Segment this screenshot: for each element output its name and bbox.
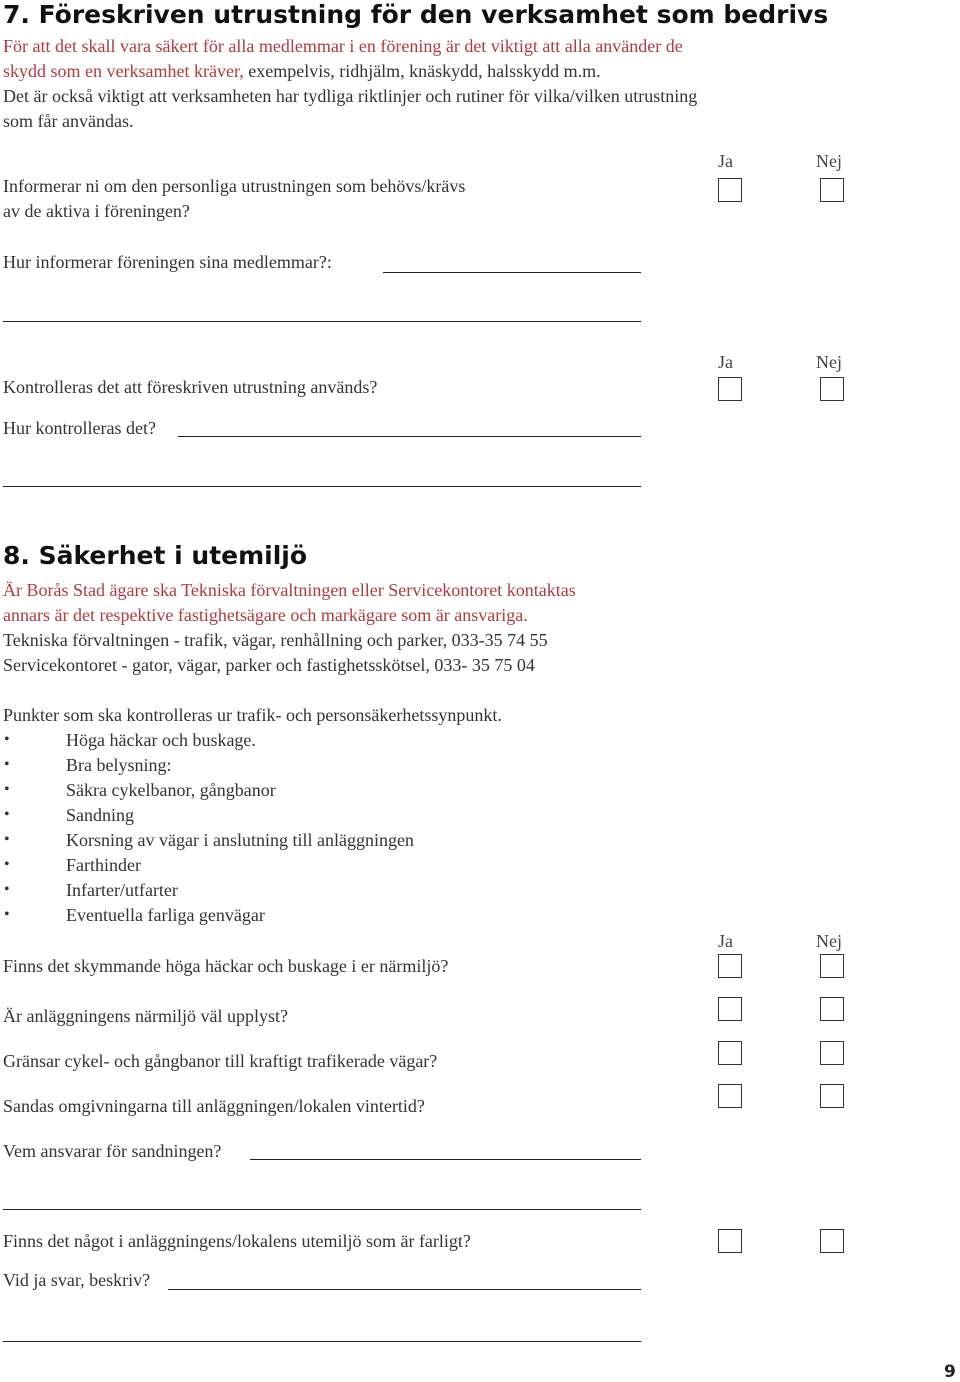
section-8-heading: 8. Säkerhet i utemiljö: [3, 541, 308, 570]
bullet-item: Bra belysning:: [66, 755, 172, 775]
checkbox-inform-equipment-no[interactable]: [820, 178, 844, 202]
bullet-marker: •: [4, 906, 10, 923]
section-7-intro-line-2: [3, 61, 601, 82]
bullet-item: Höga häckar och buskage.: [66, 730, 256, 750]
section-7-intro-line-3: Det är också viktigt att verksamheten har tydliga riktlinjer och rutiner för vilka/vilken utrustning: [3, 86, 698, 106]
yes-label-2: Ja: [718, 352, 733, 372]
checkbox-sanding-no[interactable]: [820, 1084, 844, 1108]
bullet-marker: •: [4, 881, 10, 898]
answer-line-describe[interactable]: [168, 1289, 641, 1290]
section-7-heading: 7. Föreskriven utrustning för den verksamhet som bedrivs: [3, 0, 829, 29]
contact-tekniska: Tekniska förvaltningen - trafik, vägar, renhållning och parker, 033-35 74 55: [3, 630, 548, 650]
bullet-marker: •: [4, 806, 10, 823]
question-dangerous: Finns det något i anläggningens/lokalens utemiljö som är farligt?: [3, 1231, 471, 1251]
question-equipment-checked: Kontrolleras det att föreskriven utrustning används?: [3, 377, 378, 397]
question-sanding-responsible: Vem ansvarar för sandningen?: [3, 1141, 222, 1161]
answer-line-sanding-responsible[interactable]: [250, 1159, 641, 1160]
checkbox-lighting-no[interactable]: [820, 997, 844, 1021]
bullet-item: Infarter/utfarter: [66, 880, 178, 900]
question-inform-equipment-line-1: Informerar ni om den personliga utrustningen som behövs/krävs: [3, 176, 466, 196]
bullet-marker: •: [4, 856, 10, 873]
section-7-intro-line-2-red: skydd som en verksamhet kräver,: [3, 61, 244, 81]
bullet-item: Eventuella farliga genvägar: [66, 905, 265, 925]
answer-line-how-inform[interactable]: [383, 272, 641, 273]
section-7-intro-line-1: För att det skall vara säkert för alla medlemmar i en förening är det viktigt att alla använder de: [3, 36, 683, 56]
section-8-red-line-1: Är Borås Stad ägare ska Tekniska förvaltningen eller Servicekontoret kontaktas: [3, 580, 576, 600]
no-label-1: Nej: [816, 151, 842, 171]
page-number: 9: [944, 1362, 956, 1382]
checkbox-hedges-no[interactable]: [820, 954, 844, 978]
question-how-checked: Hur kontrolleras det?: [3, 418, 156, 438]
question-how-inform: Hur informerar föreningen sina medlemmar?:: [3, 252, 332, 272]
bullet-item: Korsning av vägar i anslutning till anläggningen: [66, 830, 414, 850]
yes-label-1: Ja: [718, 151, 733, 171]
checkbox-hedges-yes[interactable]: [718, 954, 742, 978]
section-8-red-line-2: annars är det respektive fastighetsägare och markägare som är ansvariga.: [3, 605, 528, 625]
bullet-item: Säkra cykelbanor, gångbanor: [66, 780, 276, 800]
checkbox-dangerous-no[interactable]: [820, 1229, 844, 1253]
question-lighting: Är anläggningens närmiljö väl upplyst?: [3, 1006, 288, 1026]
answer-line-how-checked-2[interactable]: [3, 486, 641, 487]
answer-line-describe-2[interactable]: [3, 1341, 641, 1342]
question-sanding: Sandas omgivningarna till anläggningen/lokalen vintertid?: [3, 1096, 425, 1116]
checkbox-bike-lanes-no[interactable]: [820, 1041, 844, 1065]
no-label-3: Nej: [816, 931, 842, 951]
question-describe: Vid ja svar, beskriv?: [3, 1270, 151, 1290]
bullet-marker: •: [4, 756, 10, 773]
answer-line-how-inform-2[interactable]: [3, 321, 641, 322]
checkbox-lighting-yes[interactable]: [718, 997, 742, 1021]
points-intro: Punkter som ska kontrolleras ur trafik- och personsäkerhetssynpunkt.: [3, 705, 502, 725]
question-inform-equipment-line-2: av de aktiva i föreningen?: [3, 201, 190, 221]
bullet-item: Farthinder: [66, 855, 141, 875]
question-bike-lanes: Gränsar cykel- och gångbanor till kraftigt trafikerade vägar?: [3, 1051, 438, 1071]
checkbox-dangerous-yes[interactable]: [718, 1229, 742, 1253]
section-7-intro-line-2-black: exempelvis, ridhjälm, knäskydd, halsskydd m.m.: [248, 61, 601, 81]
checkbox-sanding-yes[interactable]: [718, 1084, 742, 1108]
answer-line-how-checked[interactable]: [178, 436, 641, 437]
contact-servicekontoret: Servicekontoret - gator, vägar, parker och fastighetsskötsel, 033- 35 75 04: [3, 655, 535, 675]
bullet-marker: •: [4, 731, 10, 748]
yes-label-3: Ja: [718, 931, 733, 951]
checkbox-bike-lanes-yes[interactable]: [718, 1041, 742, 1065]
checkbox-inform-equipment-yes[interactable]: [718, 178, 742, 202]
answer-line-sanding-responsible-2[interactable]: [3, 1209, 641, 1210]
checkbox-equipment-checked-yes[interactable]: [718, 377, 742, 401]
checkbox-equipment-checked-no[interactable]: [820, 377, 844, 401]
bullet-marker: •: [4, 831, 10, 848]
section-7-intro-line-4: som får användas.: [3, 111, 134, 131]
no-label-2: Nej: [816, 352, 842, 372]
question-hedges: Finns det skymmande höga häckar och buskage i er närmiljö?: [3, 956, 449, 976]
bullet-item: Sandning: [66, 805, 135, 825]
bullet-marker: •: [4, 781, 10, 798]
